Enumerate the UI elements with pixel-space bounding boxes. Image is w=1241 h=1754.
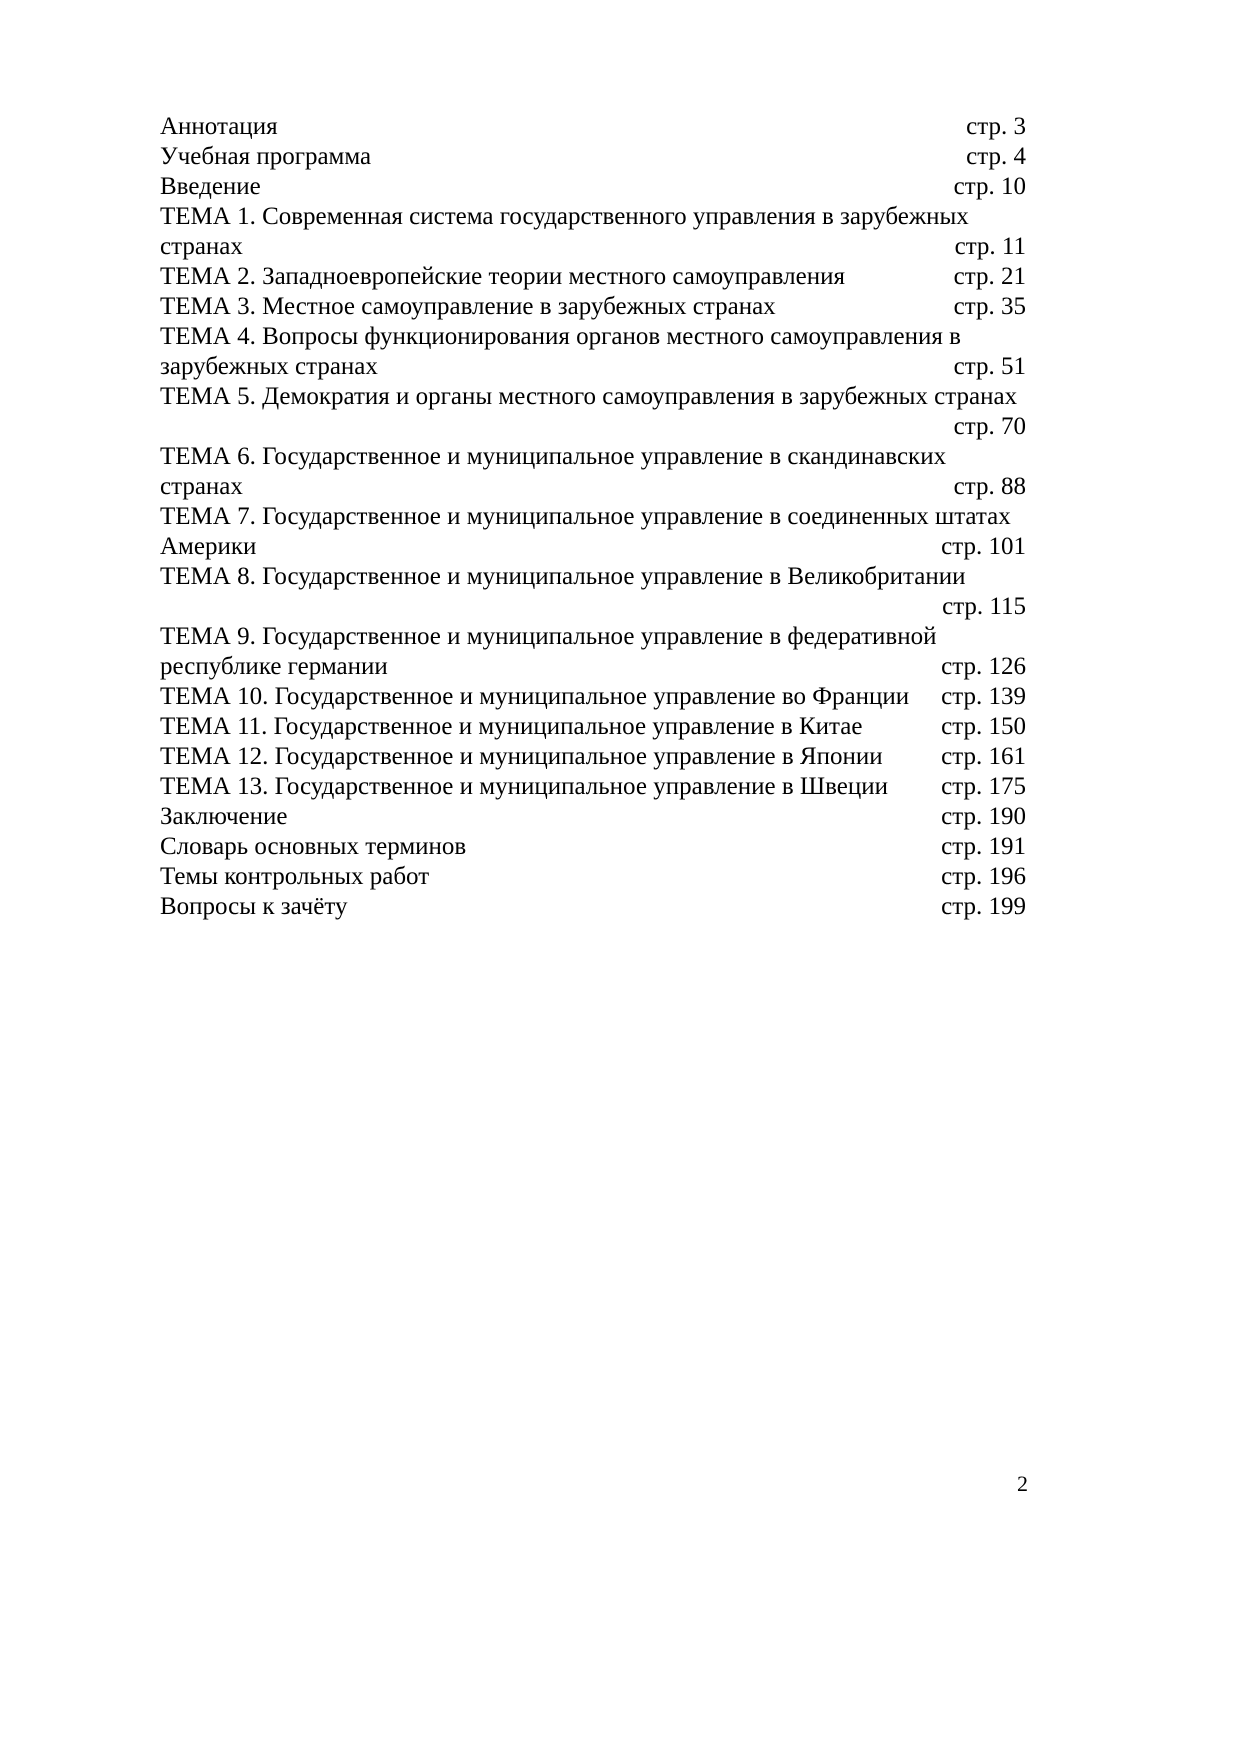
- toc-entry-title: ТЕМА 2. Западноевропейские теории местного самоуправления: [160, 263, 845, 290]
- toc-entry-page-ref: стр. 150: [941, 713, 1026, 740]
- toc-entry-title: Аннотация: [160, 113, 278, 140]
- toc-entry-page-ref: стр. 191: [941, 833, 1026, 860]
- toc-entry: [160, 832, 1026, 862]
- toc-entry: [160, 262, 1026, 292]
- toc-entry: [160, 622, 1026, 682]
- page-footer: [160, 1471, 1028, 1497]
- toc-entry-title: Учебная программа: [160, 143, 372, 170]
- page-number: 2: [1017, 1471, 1028, 1496]
- toc-entry-page-ref: стр. 139: [941, 683, 1026, 710]
- toc-entry-title: Словарь основных терминов: [160, 833, 467, 860]
- toc-entry-page-ref: стр. 126: [941, 653, 1026, 680]
- toc-entry: [160, 682, 1026, 712]
- toc-entry: [160, 382, 1026, 442]
- toc-entry-title: Темы контрольных работ: [160, 863, 430, 890]
- toc-entry-title: ТЕМА 13. Государственное и муниципальное управление в Швеции: [160, 773, 889, 800]
- toc-entry-title: ТЕМА 3. Местное самоуправление в зарубежных странах: [160, 293, 776, 320]
- toc-entry-title: ТЕМА 5. Демократия и органы местного самоуправления в зарубежных странах: [160, 383, 1018, 410]
- toc-entry-title: ТЕМА 12. Государственное и муниципальное управление в Японии: [160, 743, 883, 770]
- toc-entry: [160, 112, 1026, 142]
- toc-entry-title: ТЕМА 7. Государственное и муниципальное управление в соединенных штатах Америки: [160, 503, 1011, 560]
- toc-entry: [160, 142, 1026, 172]
- toc-entry: [160, 322, 1026, 382]
- toc-entry-page-ref: стр. 175: [941, 773, 1026, 800]
- toc-entry-title: ТЕМА 1. Современная система государственного управления в зарубежных странах: [160, 203, 969, 260]
- toc-entry-page-ref: стр. 21: [953, 263, 1026, 290]
- toc-entry-page-ref: стр. 161: [941, 743, 1026, 770]
- table-of-contents: [160, 112, 1026, 922]
- toc-entry-title: ТЕМА 8. Государственное и муниципальное управление в Великобритании: [160, 563, 966, 590]
- toc-entry-page-ref: стр. 115: [942, 593, 1026, 620]
- toc-entry-title: Вопросы к зачёту: [160, 893, 348, 920]
- toc-entry-title: ТЕМА 9. Государственное и муниципальное управление в федеративной республике германии: [160, 623, 937, 680]
- toc-entry: [160, 712, 1026, 742]
- toc-entry-page-ref: стр. 51: [953, 353, 1026, 380]
- toc-entry-page-ref: стр. 101: [941, 533, 1026, 560]
- toc-entry-page-ref: стр. 199: [941, 893, 1026, 920]
- toc-entry-title: ТЕМА 6. Государственное и муниципальное управление в скандинавских странах: [160, 443, 947, 500]
- toc-entry-page-ref: стр. 88: [953, 473, 1026, 500]
- toc-entry-page-ref: стр. 10: [953, 173, 1026, 200]
- toc-entry-page-ref: стр. 35: [953, 293, 1026, 320]
- toc-entry-title: ТЕМА 11. Государственное и муниципальное управление в Китае: [160, 713, 863, 740]
- toc-entry-page-ref: стр. 196: [941, 863, 1026, 890]
- toc-entry-title: Заключение: [160, 803, 288, 830]
- toc-entry: [160, 502, 1026, 562]
- toc-entry-title: Введение: [160, 173, 261, 200]
- toc-entry-page-ref: стр. 70: [953, 413, 1026, 440]
- toc-entry: [160, 202, 1026, 262]
- toc-entry: [160, 562, 1026, 622]
- toc-entry-page-ref: стр. 3: [966, 113, 1026, 140]
- toc-entry-page-ref: стр. 11: [954, 233, 1026, 260]
- toc-entry-page-ref: стр. 190: [941, 803, 1026, 830]
- toc-entry: [160, 292, 1026, 322]
- toc-entry: [160, 862, 1026, 892]
- toc-entry: [160, 892, 1026, 922]
- toc-entry: [160, 172, 1026, 202]
- toc-entry-title: ТЕМА 10. Государственное и муниципальное управление во Франции: [160, 683, 910, 710]
- toc-entry: [160, 442, 1026, 502]
- toc-entry: [160, 742, 1026, 772]
- toc-entry: [160, 802, 1026, 832]
- toc-entry-page-ref: стр. 4: [966, 143, 1026, 170]
- toc-entry-title: ТЕМА 4. Вопросы функционирования органов местного самоуправления в зарубежных странах: [160, 323, 961, 380]
- toc-entry: [160, 772, 1026, 802]
